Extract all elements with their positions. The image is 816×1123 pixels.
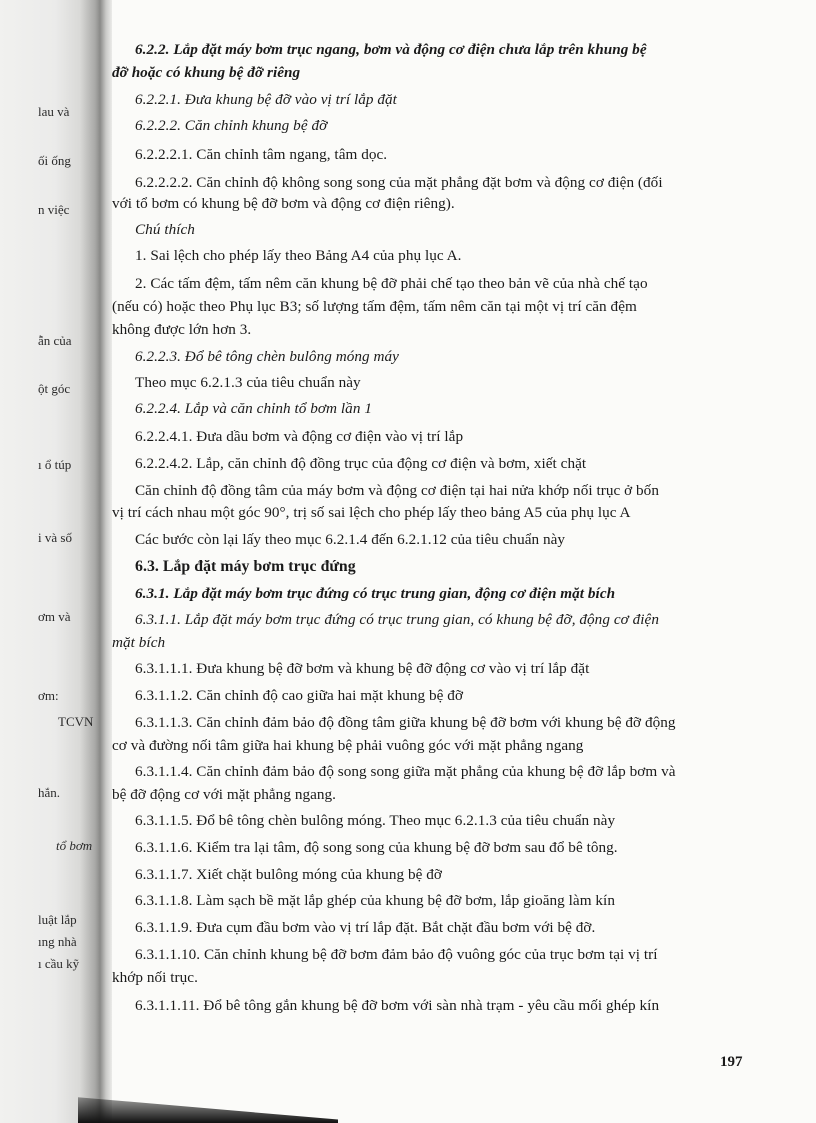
subheading-6-3-1-1: 6.3.1.1. Lắp đặt máy bơm trục đứng có trục trung gian, có khung bệ đỡ, động cơ điện (135, 611, 659, 628)
paragraph: 6.3.1.1.7. Xiết chặt bulông móng của khung bệ đỡ (135, 866, 442, 883)
paragraph: 6.3.1.1.4. Căn chỉnh đảm bảo độ song song giữa mặt phẳng của khung bệ đỡ lắp bơm và (135, 763, 676, 780)
section-heading-6-2-2: 6.2.2. Lắp đặt máy bơm trục ngang, bơm và động cơ điện chưa lắp trên khung bệ (135, 41, 647, 58)
previous-page-fragment: ı ổ túp (38, 457, 72, 472)
paragraph: 6.3.1.1.5. Đổ bê tông chèn bulông móng. Theo mục 6.2.1.3 của tiêu chuẩn này (135, 812, 616, 829)
paragraph: 6.3.1.1.10. Căn chỉnh khung bệ đỡ bơm đảm bảo độ vuông góc của trục bơm tại vị trí (135, 946, 658, 963)
note-item: 1. Sai lệch cho phép lấy theo Bảng A4 của phụ lục A. (135, 247, 462, 264)
previous-page-fragment: ối ống (38, 153, 71, 168)
previous-page-fragment: hắn. (38, 785, 61, 800)
paragraph: 6.2.2.2.1. Căn chỉnh tâm ngang, tâm dọc. (135, 146, 388, 163)
section-heading-6-3: 6.3. Lắp đặt máy bơm trục đứng (135, 558, 356, 575)
section-heading-6-3-1: 6.3.1. Lắp đặt máy bơm trục đứng có trục trung gian, động cơ điện mặt bích (135, 585, 616, 602)
previous-page-fragment: n việc (38, 202, 70, 217)
paragraph-cont: cơ và đường nối tâm giữa hai khung bệ phải vuông góc với mặt phẳng ngang (112, 737, 584, 754)
page-number: 197 (720, 1054, 743, 1070)
previous-page-fragment: ẫn của (38, 333, 72, 348)
previous-page-fragment: i và số (38, 530, 72, 545)
paragraph: Các bước còn lại lấy theo mục 6.2.1.4 đến 6.2.1.12 của tiêu chuẩn này (135, 531, 566, 548)
paragraph: 6.2.2.2.2. Căn chỉnh độ không song song của mặt phẳng đặt bơm và động cơ điện (đối (135, 174, 663, 191)
paragraph: Theo mục 6.2.1.3 của tiêu chuẩn này (135, 374, 361, 391)
paragraph-cont: vị trí cách nhau một góc 90°, trị số sai lệch cho phép lấy theo bảng A5 của phụ lục A (112, 504, 631, 521)
note-item-cont: không được lớn hơn 3. (112, 321, 252, 338)
paragraph: 6.2.2.4.2. Lắp, căn chỉnh độ đồng trục của động cơ điện và bơm, xiết chặt (135, 455, 587, 472)
paragraph: 6.2.2.4.1. Đưa dầu bơm và động cơ điện vào vị trí lắp (135, 428, 464, 445)
previous-page-fragment: lau và (38, 104, 70, 119)
paragraph-cont: khớp nối trục. (112, 969, 198, 986)
previous-page-fragment: ıng nhà (38, 934, 77, 949)
note-item: 2. Các tấm đệm, tấm nêm căn khung bệ đỡ phải chế tạo theo bản vẽ của nhà chế tạo (135, 275, 648, 292)
paragraph: 6.3.1.1.6. Kiểm tra lại tâm, độ song song của khung bệ đỡ bơm sau đổ bê tông. (135, 839, 618, 856)
previous-page-fragment: ơm và (38, 609, 71, 624)
paragraph-cont: bệ đỡ động cơ với mặt phẳng ngang. (112, 786, 337, 803)
paragraph-cont: với tổ bơm có khung bệ đỡ bơm và động cơ điện riêng). (112, 195, 455, 212)
previous-page-fragment: TCVN (58, 714, 94, 729)
subheading-6-2-2-4: 6.2.2.4. Lắp và căn chỉnh tổ bơm lần 1 (135, 400, 372, 417)
previous-page-fragment: ột góc (38, 381, 71, 396)
subheading-6-3-1-1-cont: mặt bích (112, 634, 166, 651)
previous-page-fragment: tổ bơm (56, 838, 93, 853)
paragraph: Căn chỉnh độ đồng tâm của máy bơm và động cơ điện tại hai nửa khớp nối trục ở bốn (135, 482, 659, 499)
paragraph: 6.3.1.1.11. Đổ bê tông gắn khung bệ đỡ bơm với sàn nhà trạm - yêu cầu mối ghép kín (135, 997, 660, 1014)
paragraph: 6.3.1.1.2. Căn chỉnh độ cao giữa hai mặt khung bệ đỡ (135, 687, 464, 704)
subheading-6-2-2-2: 6.2.2.2. Căn chỉnh khung bệ đỡ (135, 117, 328, 134)
previous-page-fragment: ı cầu kỹ (38, 956, 80, 971)
subheading-6-2-2-1: 6.2.2.1. Đưa khung bệ đỡ vào vị trí lắp đặt (135, 91, 397, 108)
paragraph: 6.3.1.1.3. Căn chỉnh đảm bảo độ đồng tâm giữa khung bệ đỡ bơm với khung bệ đỡ động (135, 714, 676, 731)
previous-page-fragment: luật lắp (38, 912, 77, 927)
note-heading: Chú thích (135, 221, 195, 238)
paragraph: 6.3.1.1.1. Đưa khung bệ đỡ bơm và khung bệ đỡ động cơ vào vị trí lắp đặt (135, 660, 590, 677)
note-item-cont: (nếu có) hoặc theo Phụ lục B3; số lượng tấm đệm, tấm nêm căn tại một vị trí căn đệm (112, 298, 637, 315)
section-heading-6-2-2-cont: đỡ hoặc có khung bệ đỡ riêng (112, 64, 301, 81)
subheading-6-2-2-3: 6.2.2.3. Đổ bê tông chèn bulông móng máy (135, 348, 399, 365)
paragraph: 6.3.1.1.8. Làm sạch bề mặt lắp ghép của khung bệ đỡ bơm, lắp gioăng làm kín (135, 892, 615, 909)
paragraph: 6.3.1.1.9. Đưa cụm đầu bơm vào vị trí lắp đặt. Bắt chặt đầu bơm với bệ đỡ. (135, 919, 596, 936)
previous-page-fragment: ơm: (38, 688, 59, 703)
